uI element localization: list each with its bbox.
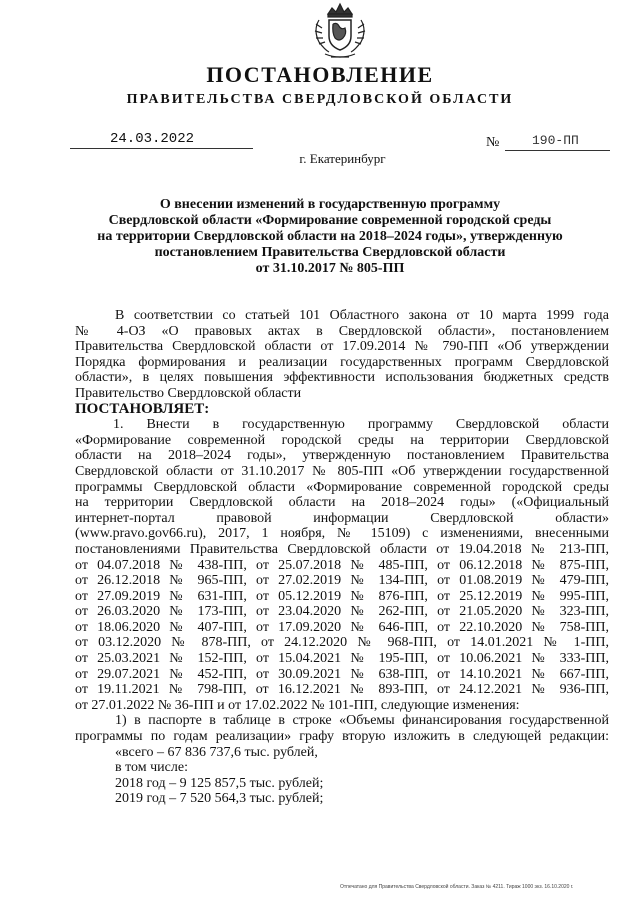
body-line: от 26.12.2018 № 965-ПП, от 27.02.2019 № 134-ПП, от 01.08.2019 № 479-ПП, — [75, 573, 609, 589]
body-line: программы по годам реализации» графу вторую изложить в следующей редакции: — [75, 729, 609, 745]
body-line: от 29.07.2021 № 452-ПП, от 30.09.2021 № 638-ПП, от 14.10.2021 № 667-ПП, — [75, 666, 609, 682]
body-line: Правительство Свердловской области — [75, 385, 302, 401]
body-line: постановлениями Правительства Свердловской области от 19.04.2018 № 213-ПП, — [75, 541, 609, 557]
body-line: области», в целях повышения эффективности использования бюджетных средств — [75, 370, 609, 386]
number-sign: № — [486, 135, 500, 150]
body-line: от 03.12.2020 № 878-ПП, от 24.12.2020 № 968-ПП, от 14.01.2021 № 1-ПП, — [75, 635, 609, 651]
body-line: программы Свердловской области «Формирование современной городской среды — [75, 479, 609, 495]
document-title: ПОСТАНОВЛЕНИЕ — [206, 62, 434, 87]
body-line: от 04.07.2018 № 438-ПП, от 25.07.2018 № 485-ПП, от 06.12.2018 № 875-ПП, — [75, 557, 609, 573]
body-line: интернет-портал правовой информации Свердловской области» — [75, 510, 609, 526]
body-line: Правительства Свердловской области от 17.09.2014 № 790-ПП «Об утверждении — [75, 339, 609, 355]
body-line: 2018 год – 9 125 857,5 тыс. рублей; — [115, 775, 324, 791]
body-line: в том числе: — [115, 760, 188, 776]
body-line: от 25.03.2021 № 152-ПП, от 15.04.2021 № 195-ПП, от 10.06.2021 № 333-ПП, — [75, 651, 609, 667]
body-line: 1) в паспорте в таблице в строке «Объемы финансирования государственной — [115, 713, 609, 729]
issuer-subtitle: ПРАВИТЕЛЬСТВА СВЕРДЛОВСКОЙ ОБЛАСТИ — [126, 92, 514, 107]
document-number: 190-ПП — [532, 133, 579, 148]
decree-keyword: ПОСТАНОВЛЯЕТ: — [75, 400, 210, 417]
body-line: области на 2018–2024 годы», утвержденную постановлением Правительства — [75, 448, 609, 464]
body-line: 2019 год – 7 520 564,3 тыс. рублей; — [115, 791, 324, 807]
body-line: от 26.03.2020 № 173-ПП, от 23.04.2020 № 262-ПП, от 21.05.2020 № 323-ПП, — [75, 604, 609, 620]
body-line: Свердловской области от 31.10.2017 № 805-ПП «Об утверждении государственной — [75, 463, 609, 479]
city-name: г. Екатеринбург — [299, 151, 386, 166]
body-line: (www.pravo.gov66.ru), 2017, 1 ноября, № 15109) с изменениями, внесенными — [75, 526, 609, 542]
body-line: № 4-ОЗ «О правовых актах в Свердловской области», постановлением — [75, 323, 609, 339]
body-line: «всего – 67 836 737,6 тыс. рублей, — [115, 744, 318, 760]
body-line: Порядка формирования и реализации государственных программ Свердловской — [75, 354, 609, 370]
date-underline — [70, 148, 253, 149]
body-line: от 19.11.2021 № 798-ПП, от 16.12.2021 № 893-ПП, от 24.12.2021 № 936-ПП, — [75, 682, 609, 698]
heading-line: постановлением Правительства Свердловской области — [154, 245, 506, 260]
body-line: «Формирование современной городской среды на территории Свердловской — [75, 432, 609, 448]
document-date: 24.03.2022 — [110, 131, 195, 147]
heading-line: О внесении изменений в государственную программу — [159, 197, 501, 212]
body-line: В соответствии со статьей 101 Областного закона от 10 марта 1999 года — [115, 308, 609, 323]
body-line: 1. Внести в государственную программу Свердловской области — [113, 417, 609, 433]
document-heading — [80, 197, 580, 277]
heading-line: на территории Свердловской области на 2018–2024 годы», утвержденную — [97, 229, 563, 244]
coat-of-arms-emblem — [311, 0, 369, 62]
heading-line: от 31.10.2017 № 805-ПП — [255, 261, 405, 276]
document-body — [75, 308, 609, 807]
heading-line: Свердловской области «Формирование современной городской среды — [108, 213, 552, 228]
body-line: на территории Свердловской области на 2018–2024 годы» («Официальный — [75, 495, 609, 511]
body-line: от 27.09.2019 № 631-ПП, от 05.12.2019 № 876-ПП, от 25.12.2019 № 995-ПП, — [75, 588, 609, 604]
print-footer: Отпечатано для Правительства Свердловской области. Заказ № 4211. Тираж 1000 экз. 16.10.2020 г. — [340, 884, 574, 890]
body-line: от 27.01.2022 № 36-ПП и от 17.02.2022 № 101-ПП, следующие изменения: — [75, 697, 520, 713]
body-line: от 18.06.2020 № 407-ПП, от 17.09.2020 № 646-ПП, от 22.10.2020 № 758-ПП, — [75, 619, 609, 635]
